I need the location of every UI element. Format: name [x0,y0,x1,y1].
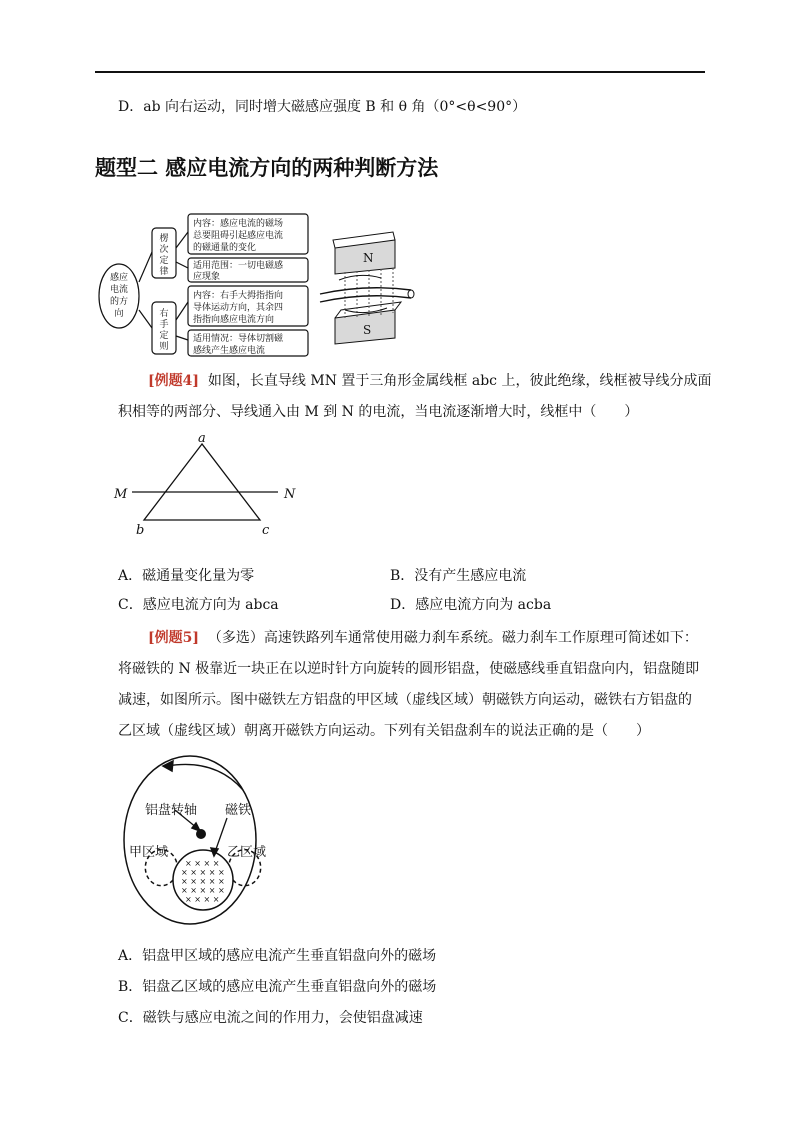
example5-line-2: 将磁铁的 N 极靠近一块正在以逆时针方向旋转的圆形铝盘，使磁感线垂直铝盘向内，铝盘随即 [118,661,700,677]
root-line-2: 电流 [109,285,129,295]
branch2-char-3: 定 [159,331,169,341]
root-line-1: 感应 [109,273,129,283]
svg-text:× × × ×: × × × × [185,859,220,868]
label-n: N [284,487,296,502]
label-zone-yi: 乙区域 [227,845,267,860]
svg-text:× × × × ×: × × × × × [181,877,225,886]
example5-option-c: C．磁铁与感应电流之间的作用力，会使铝盘减速 [118,1010,423,1026]
magnet-n-label: N [363,251,374,265]
box2-line-2: 应现象 [193,272,221,282]
label-m: M [114,487,128,502]
example4-line-1: [例题4] 如图，长直导线 MN 置于三角形金属线框 abc 上，彼此绝缘，线框被导线分成面 [148,373,712,389]
triangle-figure [110,430,310,540]
branch1-char-4: 律 [159,267,169,277]
top-rule [95,71,705,73]
option-d-previous: D．ab 向右运动，同时增大磁感应强度 B 和 θ 角（0°<θ<90°） [118,99,527,115]
svg-text:× × × × ×: × × × × × [181,886,225,895]
box1-line-3: 的磁通量的变化 [193,243,257,253]
branch2-char-1: 右 [159,309,169,319]
box1-line-1: 内容：感应电流的磁场 [193,219,284,229]
example4-line-2: 积相等的两部分、导线通入由 M 到 N 的电流，当电流逐渐增大时，线框中（ ） [118,404,639,420]
svg-text:× × × × ×: × × × × × [181,868,225,877]
example4-option-b: B．没有产生感应电流 [390,568,527,584]
disk-figure [115,752,265,928]
box3-line-2: 导体运动方向，其余四 [193,303,284,313]
box3-line-1: 内容：右手大拇指指向 [193,291,284,301]
branch1-char-1: 楞 [159,234,169,244]
branch2-char-4: 则 [159,342,169,352]
label-zone-jia: 甲区域 [129,845,169,860]
label-axis: 铝盘转轴 [145,803,198,818]
example5-option-a: A．铝盘甲区域的感应电流产生垂直铝盘向外的磁场 [118,948,437,964]
example4-tag: [例题4] [148,373,199,389]
branch1-char-3: 定 [159,256,169,266]
axis-dot [196,829,206,839]
label-a: a [198,431,206,446]
svg-text:× × × ×: × × × × [185,895,220,904]
root-line-3: 的方 [109,297,129,307]
label-magnet: 磁铁 [225,803,252,818]
example5-line-4: 乙区域（虚线区域）朝离开磁铁方向运动。下列有关铝盘刹车的说法正确的是（ ） [118,723,650,739]
root-line-4: 向 [114,309,124,319]
example5-line-3: 减速，如图所示。图中磁铁左方铝盘的甲区域（虚线区域）朝磁铁方向运动，磁铁右方铝盘的 [118,692,692,708]
box4-line-1: 适用情况：导体切割磁 [193,334,284,344]
section-title: 题型二 感应电流方向的两种判断方法 [95,156,439,180]
example5-tag: [例题5] [148,630,199,646]
box1-line-2: 总要阻碍引起感应电流 [193,231,284,241]
magnet-s-label: S [363,323,372,337]
label-c: c [262,523,270,538]
triangle-abc [144,444,260,520]
box4-line-2: 感线产生感应电流 [193,346,266,356]
label-b: b [136,523,145,538]
example4-option-c: C．感应电流方向为 abca [118,597,279,613]
example5-option-b: B．铝盘乙区域的感应电流产生垂直铝盘向外的磁场 [118,979,437,995]
example4-option-d: D．感应电流方向为 acba [390,597,552,613]
mindmap-figure [95,210,515,360]
box3-line-3: 指指向感应电流方向 [193,315,275,325]
box2-line-1: 适用范围：一切电磁感 [193,261,284,271]
rotation-arrow [167,764,243,790]
example4-option-a: A．磁通量变化量为零 [118,568,255,584]
example5-line-1: [例题5] （多选）高速铁路列车通常使用磁力刹车系统。磁力刹车工作原理可简述如下： [148,630,698,646]
branch1-char-2: 次 [159,245,169,255]
branch2-char-2: 手 [159,320,169,330]
